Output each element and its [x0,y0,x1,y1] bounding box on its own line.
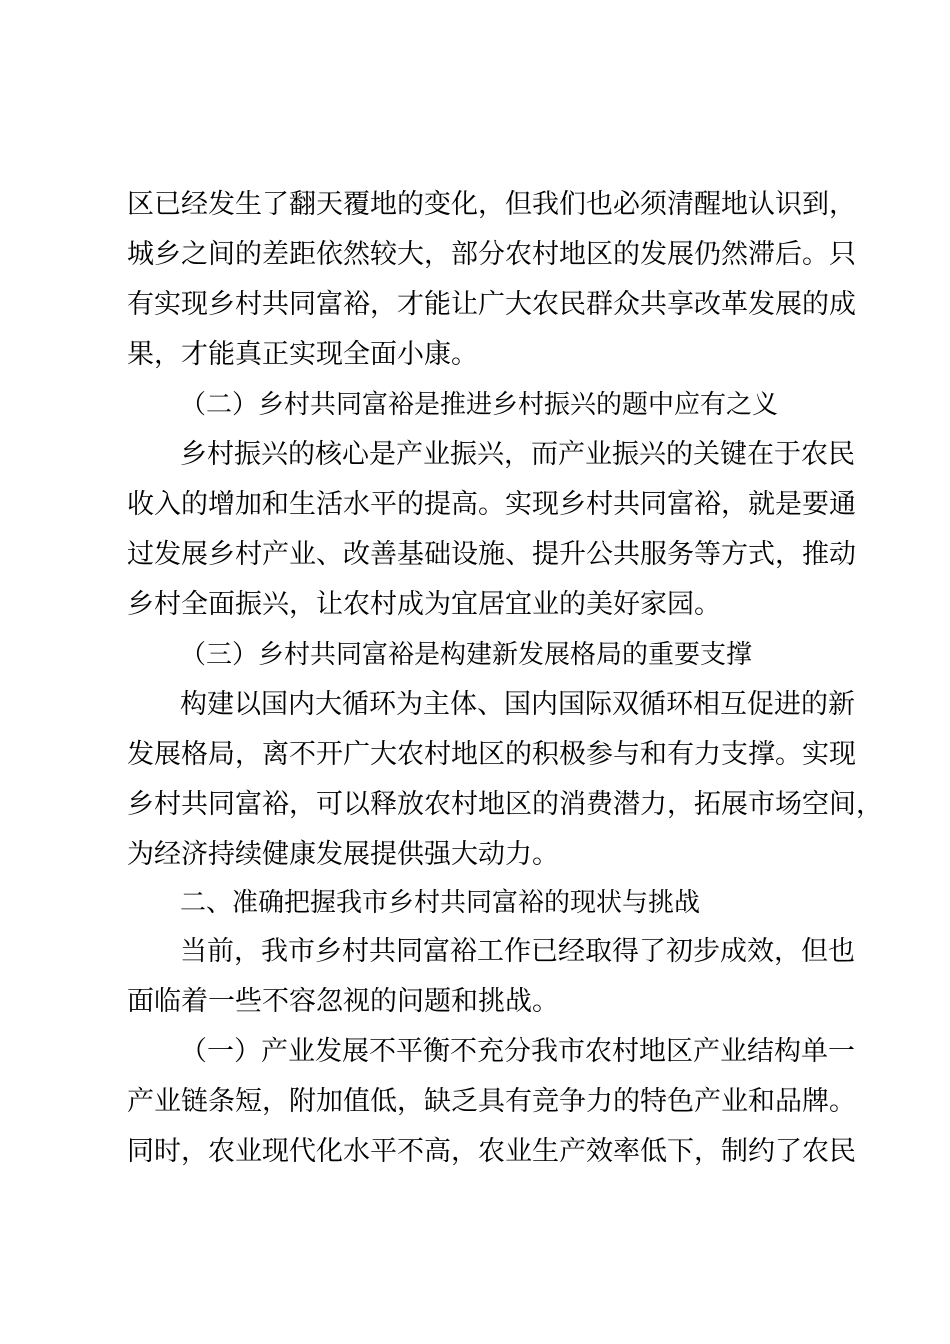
paragraph-line: 果，才能真正实现全面小康。 [127,339,478,370]
paragraph-line: 乡村共同富裕，可以释放农村地区的消费潜力，拓展市场空间， [127,789,883,820]
paragraph-line: 同时，农业现代化水平不高，农业生产效率低下，制约了农民 [127,1136,856,1167]
paragraph-line: 发展格局，离不开广大农村地区的积极参与和有力支撑。实现 [127,739,856,770]
paragraph-line: 面临着一些不容忽视的问题和挑战。 [127,986,559,1017]
paragraph-line: 收入的增加和生活水平的提高。实现乡村共同富裕，就是要通 [127,489,856,520]
paragraph-line: 区已经发生了翻天覆地的变化，但我们也必须清醒地认识到， [127,189,856,220]
paragraph-line: 当前，我市乡村共同富裕工作已经取得了初步成效，但也 [180,936,855,967]
paragraph-line: 构建以国内大循环为主体、国内国际双循环相互促进的新 [180,689,855,720]
paragraph-line: 乡村振兴的核心是产业振兴，而产业振兴的关键在于农民 [180,439,855,470]
paragraph-line: 过发展乡村产业、改善基础设施、提升公共服务等方式，推动 [127,539,856,570]
paragraph-line: 产业链条短，附加值低，缺乏具有竞争力的特色产业和品牌。 [127,1086,856,1117]
section-heading: （三）乡村共同富裕是构建新发展格局的重要支撑 [180,640,753,670]
paragraph-line: 为经济持续健康发展提供强大动力。 [127,839,559,870]
paragraph-line: 城乡之间的差距依然较大，部分农村地区的发展仍然滞后。只 [127,239,856,270]
section-heading: 二、准确把握我市乡村共同富裕的现状与挑战 [180,888,701,918]
paragraph-line: 乡村全面振兴，让农村成为宜居宜业的美好家园。 [127,589,721,620]
section-heading: （二）乡村共同富裕是推进乡村振兴的题中应有之义 [180,390,779,420]
paragraph-line: 有实现乡村共同富裕，才能让广大农民群众共享改革发展的成 [127,289,856,320]
paragraph-line: （一）产业发展不平衡不充分我市农村地区产业结构单一 [180,1036,855,1067]
